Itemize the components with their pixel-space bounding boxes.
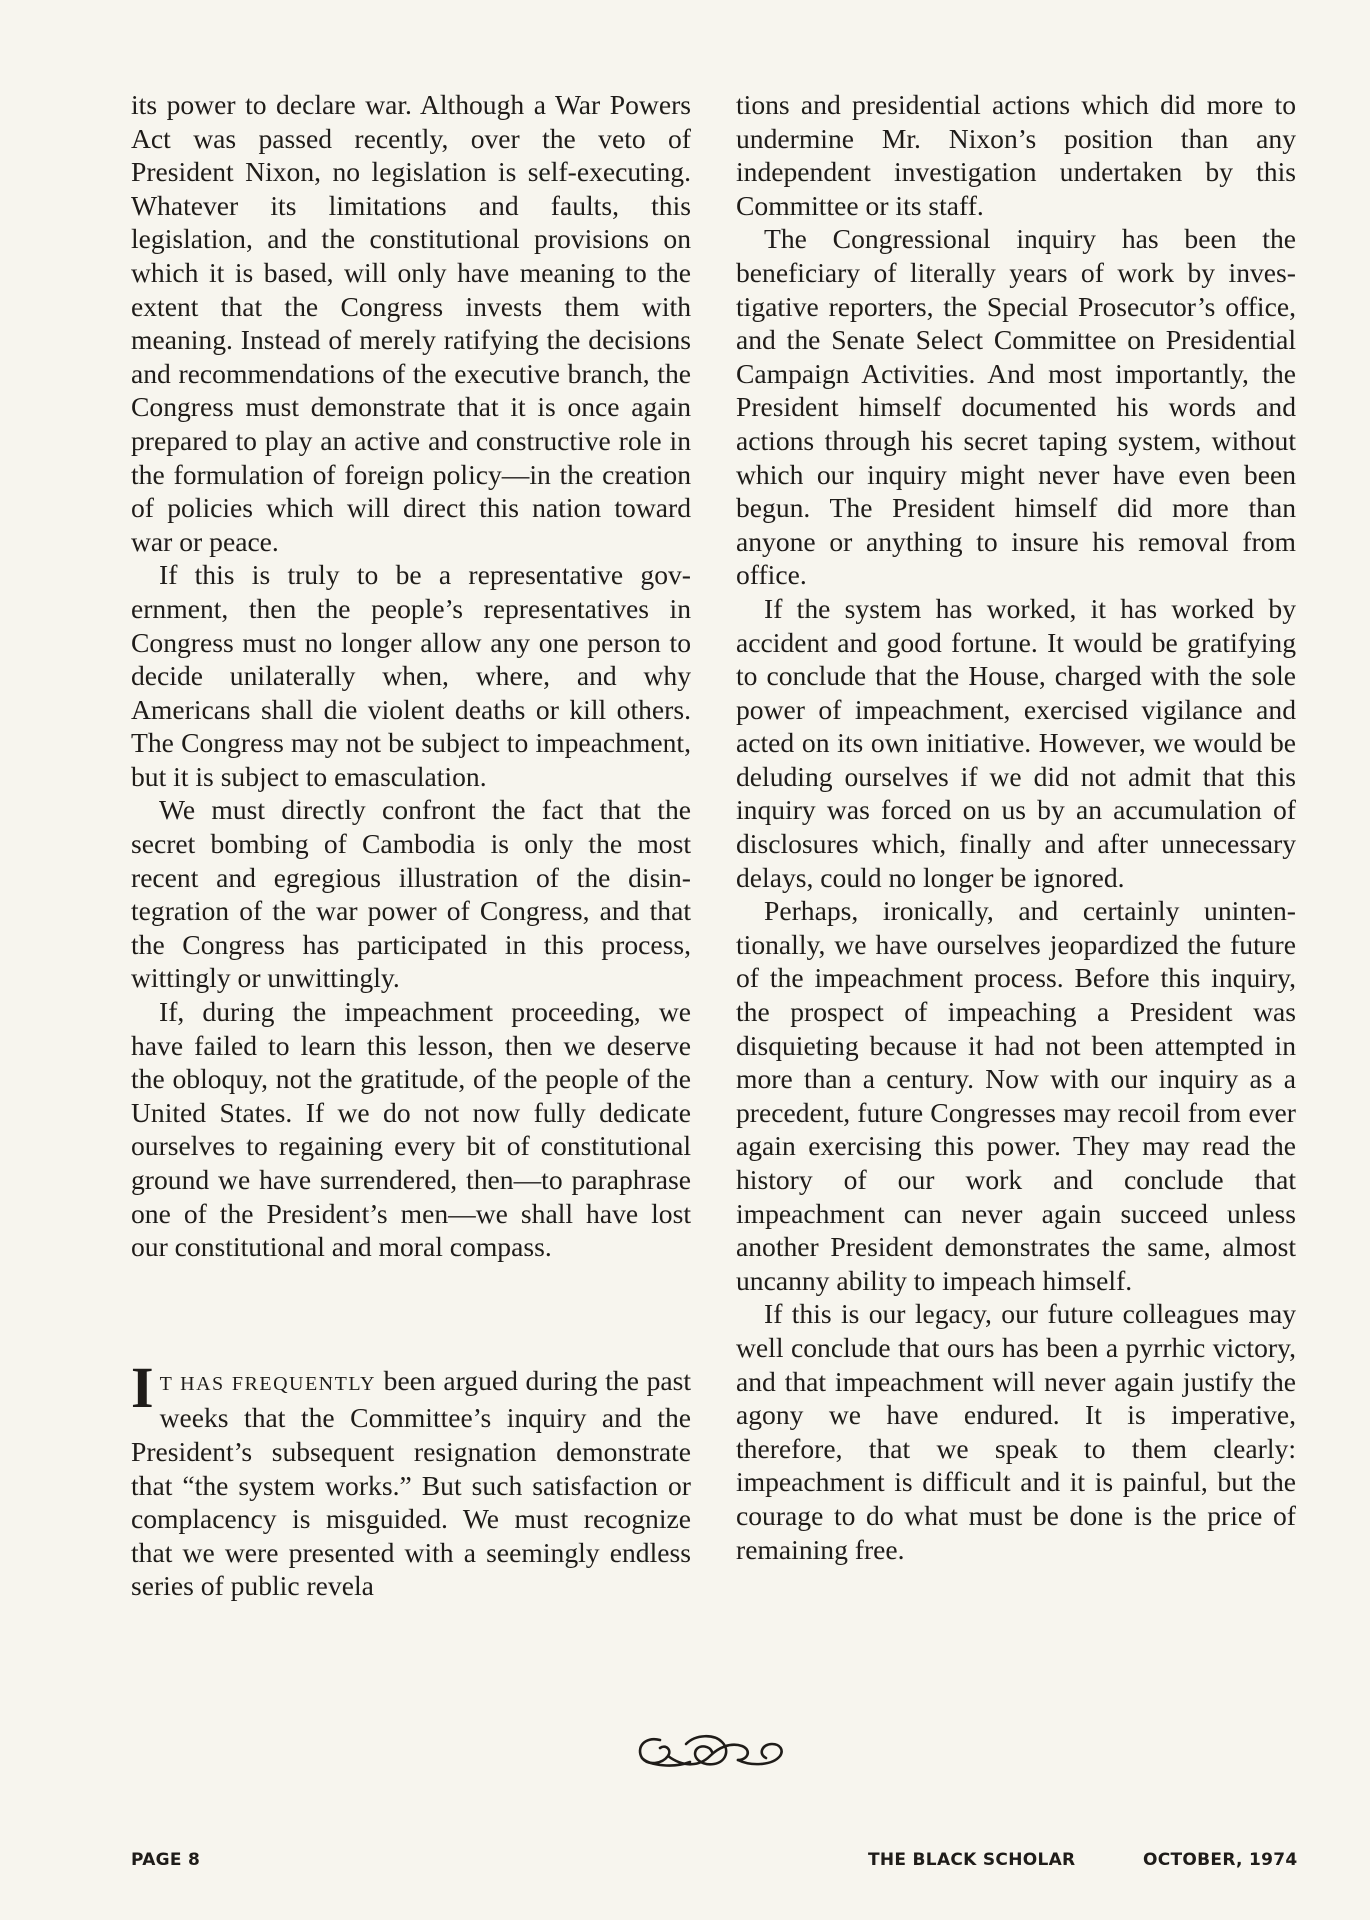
paragraph: Perhaps, ironically, and certainly unintentionally, we have ourselves jeopardized the future of the impeachment process. Before this inquiry, the prospect of impeaching a President was disquieting because it had not been attempted in more than a century. Now with our inquiry as a precedent, future Congresses may recoil from ever again exercising this power. They may read the history of our work and conclude that impeachment can never again succeed unless another President demonstrates the same, almost uncanny ability to impeach himself.: [736, 895, 1296, 1296]
scroll-flourish-icon: [630, 1726, 790, 1776]
drop-cap: I: [131, 1354, 154, 1420]
paragraph-text: been argued during the past weeks that the Committee’s inquiry and the President’s subsequent resignation demonstrate that “the system works.” But such satisfaction or complacency is misguided. We must recognize that we were presented with a seemingly endless series of public revela: [131, 1364, 692, 1602]
publication-name: THE BLACK SCHOLAR: [868, 1850, 1076, 1870]
paragraph: tions and presidential actions which did more to undermine Mr. Nixon’s position than any independent investigation undertaken by this Committee or its staff.: [736, 89, 1296, 221]
paragraph: If the system has worked, it has worked by accident and good fortune. It would be gratifying to conclude that the House, charged with the sole power of impeachment, exercised vigilance and acted on its own initiative. However, we would be deluding ourselves if we did not admit that this inquiry was forced on us by an accumulation of disclosures which, finally and after unnecessary delays, could no longer be ignored.: [736, 592, 1296, 893]
left-column: [131, 88, 691, 1603]
page-number: PAGE 8: [131, 1850, 201, 1870]
paragraph: The Congressional inquiry has been the beneficiary of literally years of work by investigative reporters, the Special Prosecutor’s office, and the Senate Select Committee on Presidential Campaign Activities. And most importantly, the President himself documented his words and actions through his secret taping system, without which our inquiry might never have even been begun. The President himself did more than anyone or anything to insure his removal from office.: [736, 223, 1296, 591]
paragraph: If this is truly to be a representative government, then the people’s representatives in Congress must no longer allow any one person to decide unilaterally when, where, and why Americans shall die violent deaths or kill others. The Congress may not be subject to impeachment, but it is subject to emasculation.: [131, 559, 691, 792]
right-column: [736, 88, 1296, 1566]
paragraph: If, during the impeachment proceeding, we have failed to learn this lesson, then we deserve the obloquy, not the gratitude, of the people of the United States. If we do not now fully dedicate ourselves to regaining every bit of constitutional ground we have surrendered, then—to paraphrase one of the President’s men—we shall have lost our constitutional and moral compass.: [131, 996, 691, 1263]
paragraph: We must directly confront the fact that the secret bombing of Cambodia is only the most recent and egregious illustration of the disintegration of the war power of Congress, and that the Congress has participated in this process, wittingly or unwittingly.: [131, 794, 691, 994]
small-caps-lead: T HAS FREQUENTLY: [159, 1372, 377, 1395]
issue-date: OCTOBER, 1974: [1143, 1850, 1298, 1870]
section-opening-paragraph: [131, 1354, 692, 1603]
paragraph: its power to declare war. Although a War Powers Act was passed recently, over the veto of President Nixon, no legislation is self-executing. Whatever its limitations and faults, this legislation, and the constitutional provisions on which it is based, will only have meaning to the extent that the Congress invests them with meaning. Instead of merely ratifying the decisions and recommendations of the executive branch, the Congress must demonstrate that it is once again prepared to play an active and constructive role in the formulation of foreign policy—in the creation of policies which will direct this nation toward war or peace.: [131, 89, 691, 557]
paragraph: If this is our legacy, our future colleagues may well conclude that ours has been a pyrrhic victory, and that impeachment will never again justify the agony we have endured. It is imperative, therefore, that we speak to them clearly: impeachment is difficult and it is painful, but the courage to do what must be done is the price of remaining free.: [736, 1298, 1296, 1565]
